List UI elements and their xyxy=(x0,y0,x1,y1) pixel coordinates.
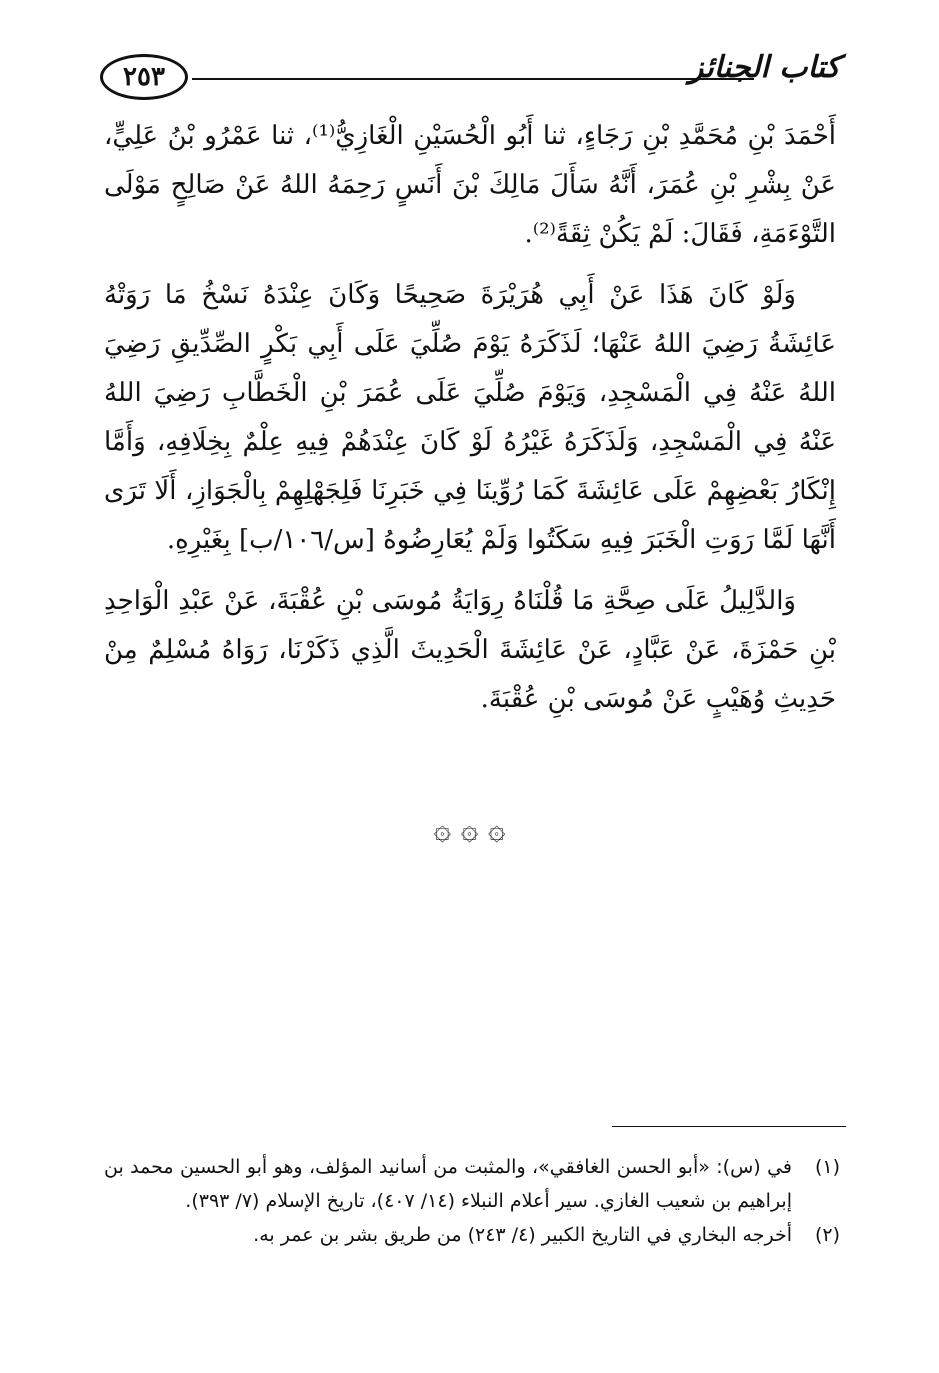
page-number: ٢٥٣ xyxy=(100,54,188,100)
header-rule xyxy=(192,78,754,80)
footnote-rule xyxy=(612,1126,846,1127)
footnote-number: (٢) xyxy=(814,1224,840,1246)
main-text xyxy=(104,112,836,736)
footnotes xyxy=(104,1150,840,1252)
footnote-number: (١) xyxy=(814,1156,840,1178)
section-end-ornament: ۞ ۞ ۞ xyxy=(433,812,506,847)
paragraph-3: وَالدَّلِيلُ عَلَى صِحَّةِ مَا قُلْنَاهُ رِوَايَةُ مُوسَى بْنِ عُقْبَةَ، عَنْ عَبْدِ الْوَاحِدِ بْنِ حَمْزَةَ، عَنْ عَبَّادٍ، عَنْ عَائِشَةَ الْحَدِيثَ الَّذِي ذَكَرْنَا، رَوَاهُ مُسْلِمٌ مِنْ حَدِيثِ وُهَيْبٍ عَنْ مُوسَى بْنِ عُقْبَةَ. xyxy=(104,586,836,714)
footnote-1 xyxy=(104,1150,840,1218)
footnote-2 xyxy=(104,1218,840,1252)
page-header xyxy=(100,46,840,106)
footnote-text: في (س): «أبو الحسن الغافقي»، والمثبت من أسانيد المؤلف، وهو أبو الحسين محمد بن إبراهيم بن شعيب الغازي. سير أعلام النبلاء (١٤/ ٤٠٧)، تاريخ الإسلام (٧/ ٣٩٣). xyxy=(104,1156,792,1212)
footnote-text: أخرجه البخاري في التاريخ الكبير (٤/ ٢٤٣) من طريق بشر بن عمر به. xyxy=(253,1224,792,1246)
paragraph-1: أَحْمَدَ بْنِ مُحَمَّدِ بْنِ رَجَاءٍ، ثنا أَبُو الْحُسَيْنِ الْغَازِيُّ⁽¹⁾، ثنا عَمْرُو بْنُ عَلِيٍّ، عَنْ بِشْرِ بْنِ عُمَرَ، أَنَّهُ سَأَلَ مَالِكَ بْنَ أَنَسٍ رَحِمَهُ اللهُ عَنْ صَالِحٍ مَوْلَى التَّوْءَمَةِ، فَقَالَ: لَمْ يَكُنْ ثِقَةً⁽²⁾. xyxy=(104,121,837,249)
running-title: كتاب الجنائز xyxy=(688,50,840,85)
paragraph-2: وَلَوْ كَانَ هَذَا عَنْ أَبِي هُرَيْرَةَ صَحِيحًا وَكَانَ عِنْدَهُ نَسْخُ مَا رَوَتْهُ عَائِشَةُ رَضِيَ اللهُ عَنْهَا؛ لَذَكَرَهُ يَوْمَ صُلِّيَ عَلَى أَبِي بَكْرٍ الصِّدِّيقِ رَضِيَ اللهُ عَنْهُ فِي الْمَسْجِدِ، وَيَوْمَ صُلِّيَ عَلَى عُمَرَ بْنِ الْخَطَّابِ رَضِيَ اللهُ عَنْهُ فِي الْمَسْجِدِ، وَلَذَكَرَهُ غَيْرُهُ لَوْ كَانَ عِنْدَهُمْ فِيهِ عِلْمٌ بِخِلَافِهِ، وَأَمَّا إِنْكَارُ بَعْضِهِمْ عَلَى عَائِشَةَ كَمَا رُوِّينَا فِي خَبَرِنَا فَلِجَهْلِهِمْ بِالْجَوَازِ، أَلَا تَرَى أَنَّهَا لَمَّا رَوَتِ الْخَبَرَ فِيهِ سَكَتُوا وَلَمْ يُعَارِضُوهُ [س/١٠٦/ب] بِغَيْرِهِ. xyxy=(104,280,836,555)
